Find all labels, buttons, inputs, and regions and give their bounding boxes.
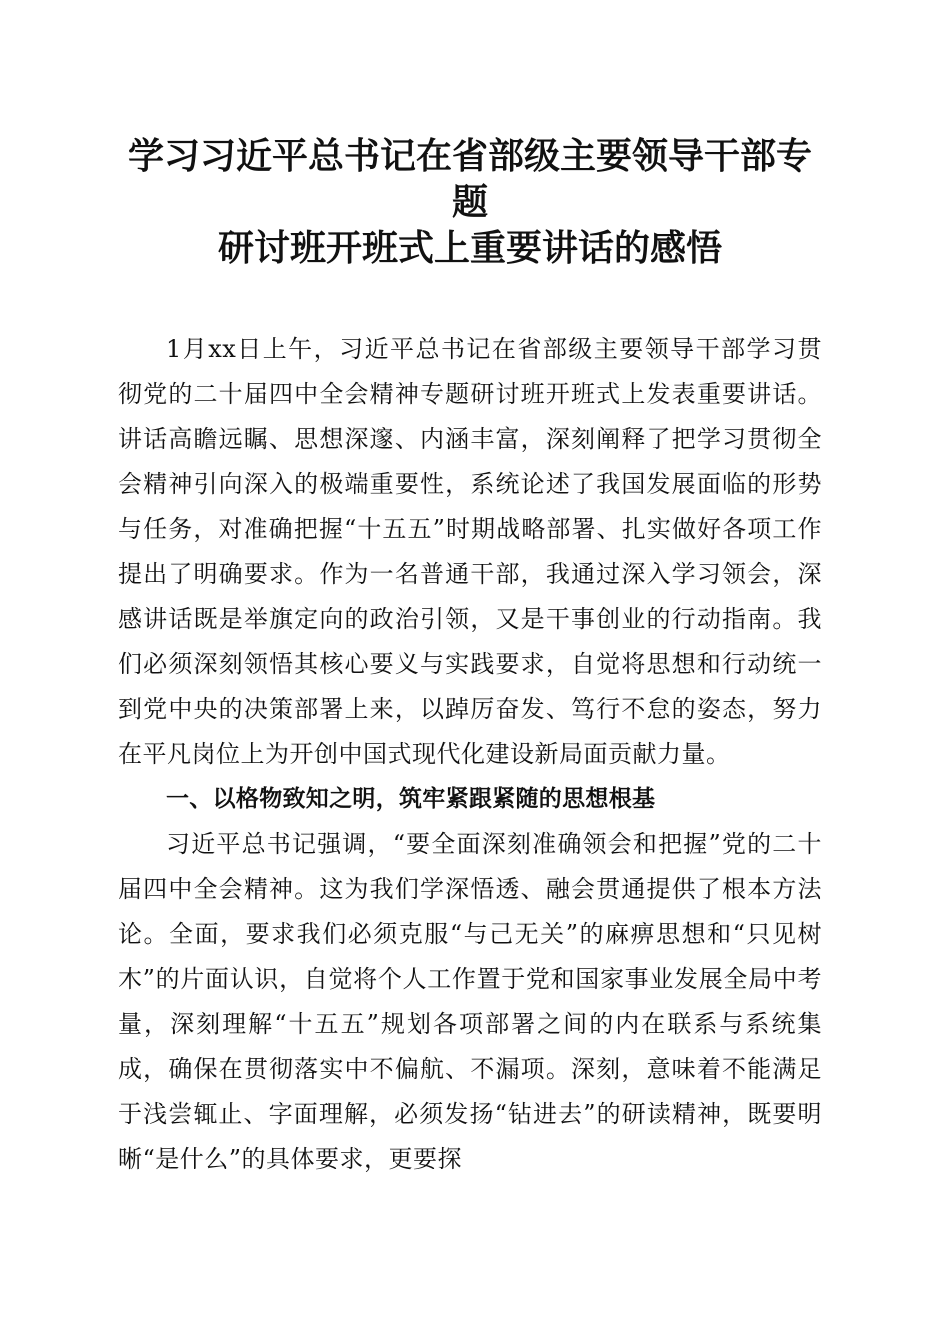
intro-paragraph: 1月xx日上午，习近平总书记在省部级主要领导干部学习贯彻党的二十届四中全会精神专题研讨班开班式上发表重要讲话。讲话高瞻远瞩、思想深邃、内涵丰富，深刻阐释了把学习贯彻全会精神引向深入的极端重要性，系统论述了我国发展面临的形势与任务，对准确把握“十五五”时期战略部署、扎实做好各项工作提出了明确要求。作为一名普通干部，我通过深入学习领会，深感讲话既是举旗定向的政治引领，又是干事创业的行动指南。我们必须深刻领悟其核心要义与实践要求，自觉将思想和行动统一到党中央的决策部署上来，以踔厉奋发、笃行不怠的姿态，努力在平凡岗位上为开创中国式现代化建设新局面贡献力量。 (118, 335, 822, 768)
title-line-1: 学习习近平总书记在省部级主要领导干部专题 (127, 135, 812, 223)
section-1-heading: 一、以格物致知之明，筑牢紧跟紧随的思想根基 (166, 786, 656, 812)
document-title (118, 133, 822, 271)
title-line-2: 研讨班开班式上重要讲话的感悟 (217, 227, 722, 269)
section-1-paragraph: 习近平总书记强调，“要全面深刻准确领会和把握”党的二十届四中全会精神。这为我们学深悟透、融会贯通提供了根本方法论。全面，要求我们必须克服“与己无关”的麻痹思想和“只见树木”的片面认识，自觉将个人工作置于党和国家事业发展全局中考量，深刻理解“十五五”规划各项部署之间的内在联系与系统集成，确保在贯彻落实中不偏航、不漏项。深刻，意味着不能满足于浅尝辄止、字面理解，必须发扬“钻进去”的研读精神，既要明晰“是什么”的具体要求，更要探 (118, 830, 822, 1173)
document-body (118, 327, 822, 1182)
